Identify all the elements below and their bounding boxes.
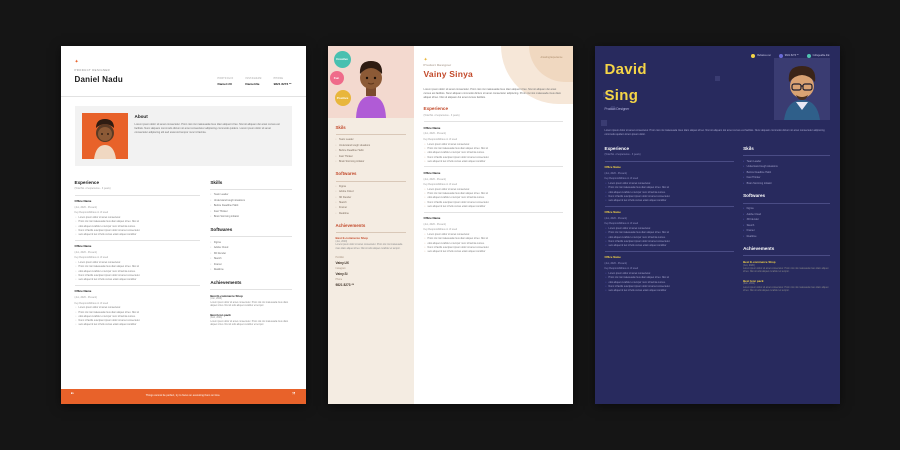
bullet: • odio aliquet curabitur et tempor nunc id lacinia cursus. — [79, 270, 201, 274]
divider — [743, 255, 829, 256]
bullet: • sem aliquet id leo id felis cursus etiam aliquet curabitur — [609, 244, 735, 248]
achievement-date: (Jun, 2020) — [743, 264, 755, 267]
job-bullets — [605, 227, 735, 248]
contact-portfolio-label: PORTFOLIO — [217, 78, 234, 81]
divider — [210, 236, 291, 237]
bullet: • sem aliquet id leo id felis cursus etiam aliquet curabitur — [609, 199, 735, 203]
job-date: (Jun, 2020 - Present) — [423, 222, 446, 226]
skill-item: • Understand tough situations — [210, 199, 291, 203]
resume2-contacts — [336, 257, 406, 288]
achievement-entry — [743, 279, 829, 294]
skills-title: Skills — [210, 179, 223, 185]
bullet: • Lorem ipsum dolor sit amet consectetur. — [428, 233, 563, 237]
resume3-name-first: David — [604, 61, 647, 78]
resume1-name: Daniel Nadu — [74, 75, 123, 85]
divider — [743, 203, 829, 204]
bullet: • Proin nisi nisi malesuada risus diam aliquet id leo. Nisi sit — [79, 265, 201, 269]
bullet: • Proin nisi nisi malesuada risus diam aliquet id leo. Nisi sit — [609, 231, 735, 235]
resume1-contacts — [217, 78, 291, 86]
contact-phone-value: 9821 8273 ** — [273, 81, 292, 86]
software-item: • Adobe Cloud — [336, 190, 406, 194]
achievement-name: Best E-commerce Shop — [743, 260, 776, 265]
achievement-entry — [336, 236, 406, 251]
software-item: • Realtime — [336, 212, 406, 216]
softwares-title: Softwares — [743, 193, 766, 199]
software-item: • 3D blender — [336, 196, 406, 200]
job-bullets — [424, 143, 563, 164]
achievement-name: Best Icon pack — [743, 278, 764, 283]
bullet: • Nunc id facilis suscipient ipsum dolor sit amet consectetur. — [428, 201, 563, 205]
resume2-main — [414, 46, 573, 404]
achievement-date: (Feb, 2021) — [743, 283, 755, 286]
job-date: (Jun, 2020 - Present) — [423, 132, 446, 136]
experience-title: Experience — [604, 146, 630, 151]
bullet: • sem aliquet id leo id felis cursus etiam aliquet curabitur — [609, 289, 735, 293]
resume-card-vainy-sinya[interactable] — [328, 46, 573, 404]
achievements-title: Achievements — [210, 280, 242, 286]
job-bullets — [424, 188, 563, 209]
resume-card-david-sing[interactable] — [595, 46, 840, 404]
achievement-text: Lorem ipsum dolor sit amet consectetur. Proin nisi nisi malesuada risus diam aliquet id leo. Nisi sit odio aliquet curabitur et tempor. — [335, 244, 403, 250]
job-resp-label: Key Responsibilities on UI used — [423, 183, 458, 187]
job-date: (Jun, 2020 - Present) — [604, 171, 627, 175]
trait-bubble-fun: Fun — [330, 71, 344, 85]
job-resp-label: Key Responsibilities on UI used — [423, 138, 458, 142]
softwares-title: Softwares — [335, 171, 357, 177]
profile-illustration — [350, 60, 392, 118]
achievement-entry — [210, 313, 291, 328]
resume1-role: PRODUCT DESIGNER — [74, 68, 111, 72]
job-company: Office Name — [604, 165, 621, 170]
software-item: • Realtime — [743, 235, 829, 239]
about-title: About — [134, 113, 148, 119]
experience-subtitle: (Total No. of experience - 3 years) — [74, 186, 111, 190]
experience-entry — [424, 216, 563, 254]
software-item: • Realtime — [210, 268, 291, 272]
achievement-date: (Feb, 2021) — [210, 317, 223, 320]
job-bullets — [605, 182, 735, 203]
contact-portfolio-label: Portfolio — [335, 257, 344, 260]
resume3-topbar — [595, 46, 840, 58]
job-bullets — [605, 272, 735, 293]
bullet: • sem aliquet id leo id felis cursus etiam aliquet curabitur — [79, 278, 201, 282]
about-section — [75, 106, 292, 166]
resume-card-daniel-nadu[interactable] — [61, 46, 306, 404]
avatar-illustration — [350, 60, 392, 118]
resume2-header — [424, 58, 563, 81]
star-icon: ✦ — [74, 59, 79, 65]
experience-badge: Amazing Experience — [540, 56, 563, 59]
achievements-title: Achievements — [335, 222, 366, 228]
job-bullets — [424, 233, 563, 254]
softwares-list — [743, 207, 829, 238]
skills-title: Skils — [743, 146, 754, 151]
resume2-name: Vainy Sinya — [423, 68, 473, 79]
chip-behance-label: Behance.net — [757, 54, 771, 58]
skills-title: Skils — [335, 125, 346, 130]
skill-item: • Team Leader — [743, 160, 829, 164]
skills-list — [743, 160, 829, 186]
bullet: • odio aliquet curabitur et tempor nunc id lacinia cursus. — [609, 281, 735, 285]
bullet: • odio aliquet curabitur et tempor nunc id lacinia cursus. — [428, 196, 563, 200]
skill-item: • Understand tough situations — [743, 165, 829, 169]
achievement-entry — [743, 260, 829, 275]
divider — [743, 155, 829, 156]
divider — [336, 232, 406, 233]
bullet: • odio aliquet curabitur et tempor nunc id lacinia cursus. — [79, 225, 201, 229]
job-company: Office Name — [74, 244, 92, 249]
experience-entry — [605, 210, 735, 247]
achievement-text: Lorem ipsum dolor sit amet consectetur. Proin nisi nisi malesuada risus diam aliquet id leo. Nisi sit odio aliquet curabitur et tempor. — [743, 268, 829, 274]
skill-item: • Fast Thinker — [210, 210, 291, 214]
achievement-name: Best Icon pack — [210, 312, 231, 317]
skill-item: • Brain Storming initiator — [743, 182, 829, 186]
resume1-identity — [75, 60, 123, 87]
resume3-role: Product Designer — [604, 106, 630, 111]
job-date: (Jun, 2020 - Present) — [604, 216, 627, 220]
job-resp-label: Key Responsibilities on UI used — [604, 267, 639, 271]
contact-phone[interactable] — [274, 78, 292, 86]
experience-title: Experience — [74, 179, 100, 185]
bullet: • Lorem ipsum dolor sit amet consectetur. — [79, 216, 201, 220]
achievement-text: Lorem ipsum dolor sit amet consectetur. Proin nisi nisi malesuada risus diam aliquet id leo. Nisi sit odio aliquet curabitur et tempor. — [210, 301, 289, 308]
contact-phone-label: PHONE — [273, 78, 284, 81]
software-item: • Sketch — [336, 201, 406, 205]
skill-item: • Fast Thinker — [336, 155, 406, 159]
job-date: (Jun, 2020 - Present) — [74, 205, 97, 209]
contact-instagram-label: Instagram — [335, 268, 346, 271]
contact-portfolio[interactable] — [217, 78, 233, 86]
experience-title: Experience — [423, 106, 449, 112]
job-resp-label: Key Responsibilities on UI used — [74, 211, 109, 215]
divider — [336, 134, 406, 135]
job-company: Office Name — [604, 210, 621, 215]
resume3-identity — [605, 58, 774, 120]
skill-item: • Team Leader — [336, 138, 406, 142]
divider — [336, 181, 406, 182]
achievement-text: Lorem ipsum dolor sit amet consectetur. Proin nisi nisi malesuada risus diam aliquet id leo. Nisi sit odio aliquet curabitur et tempor. — [210, 320, 289, 326]
contact-instagram-value[interactable]: Vainy.Si — [335, 271, 348, 276]
about-body: Lorem ipsum dolor sit amet consectetur. Proin nisi nisi malesuada risus diam aliquet id leo. Nisi sit aliquam dui amet cursus est facilisis. Nunc aliquam commodo dictum sit amet consectetur adipiscing commodo quidem. Lorem ipsum dolor sit amet consectetur adipiscing elit sed eiusmod tempor nunc id lacinia. — [134, 122, 280, 134]
resume3-right-column — [743, 145, 829, 294]
contact-portfolio-value: Daniel.UX — [217, 81, 232, 86]
divider — [75, 195, 201, 196]
resume3-columns — [595, 139, 840, 294]
divider — [605, 206, 735, 207]
bullet: • sem aliquet id leo id felis cursus etiam aliquet curabitur — [79, 323, 201, 327]
experience-subtitle: (Total No. of experience - 3 years) — [423, 113, 460, 117]
divider — [75, 240, 201, 241]
skill-item: • Team Leader — [210, 193, 291, 197]
contact-instagram-value: Daniel.Ne — [245, 81, 260, 86]
skill-item: • Understand tough situations — [336, 144, 406, 148]
bullet: • Lorem ipsum dolor sit amet consectetur. — [428, 143, 563, 147]
bullet: • odio aliquet curabitur et tempor nunc id lacinia cursus. — [428, 242, 563, 246]
job-date: (Jun, 2020 - Present) — [74, 295, 97, 299]
bullet: • Lorem ipsum dolor sit amet consectetur. — [79, 306, 201, 310]
bullet: • sem aliquet id leo id felis cursus etiam aliquet curabitur — [428, 160, 563, 164]
achievement-name: Best E-commerce Shop — [335, 236, 368, 241]
softwares-list — [210, 241, 291, 272]
experience-subtitle: (Total No. of experience - 3 years) — [604, 153, 641, 157]
resume1-columns — [61, 175, 306, 328]
bullet: • Nunc id facilis suscipient ipsum dolor sit amet consectetur. — [428, 246, 563, 250]
resume2-summary: Lorem ipsum dolor sit amet consectetur. Proin nisi nisi malesuada risus diam aliquet id leo. Nisi sit aliquam dui amet cursus est facilisis. Nunc aliquam commodo dictum sit amet consectetur adipiscing. Proin nisi nisi malesuada risus diam aliquet id leo. Nisi sit aliquam dui amet cursus facilisis. — [423, 87, 562, 99]
bullet: • odio aliquet curabitur et tempor nunc id lacinia cursus. — [609, 236, 735, 240]
softwares-list — [336, 185, 406, 216]
bullet: • Proin nisi nisi malesuada risus diam aliquet id leo. Nisi sit — [428, 147, 563, 151]
bullet: • Nunc id facilis suscipient ipsum dolor sit amet consectetur. — [609, 285, 735, 289]
job-company: Office Name — [423, 125, 441, 130]
software-item: • Adobe Cloud — [210, 246, 291, 250]
contact-portfolio-value[interactable]: Vainy.UX — [335, 260, 349, 265]
bullet: • Proin nisi nisi malesuada risus diam aliquet id leo. Nisi sit — [609, 186, 735, 190]
resume2-sidebar-body — [328, 118, 414, 297]
resume1-footer — [61, 389, 306, 404]
resume2-experience — [424, 105, 563, 253]
software-item: • 3D blender — [743, 218, 829, 222]
quote-icon: ” — [291, 392, 296, 400]
divider — [605, 161, 735, 162]
star-icon: ✦ — [423, 57, 428, 63]
achievement-date: (Jun, 2020) — [210, 298, 222, 301]
chip-link-label: Collegeable.link — [812, 54, 830, 58]
job-company: Office Name — [604, 255, 621, 260]
job-date: (Jun, 2020 - Present) — [604, 261, 627, 265]
job-bullets — [75, 306, 201, 327]
bullet: • sem aliquet id leo id felis cursus etiam aliquet curabitur — [79, 233, 201, 237]
resume1-header — [61, 46, 306, 97]
contact-phone-label: Phone — [335, 279, 343, 282]
skill-item: • Before Deadline Habit — [210, 204, 291, 208]
bullet: • Nunc id facilis suscipient ipsum dolor sit amet consectetur. — [428, 156, 563, 160]
divider — [424, 212, 563, 213]
job-resp-label: Key Responsibilities on UI used — [74, 256, 109, 260]
resume1-left-column — [75, 179, 201, 328]
experience-entry — [424, 171, 563, 209]
resume2-role: Product Designer — [423, 63, 452, 67]
job-bullets — [75, 261, 201, 282]
bullet: • Nunc id facilis suscipient ipsum dolor sit amet consectetur. — [79, 319, 201, 323]
experience-entry — [605, 165, 735, 202]
bullet: • Proin nisi nisi malesuada risus diam aliquet id leo. Nisi sit — [428, 237, 563, 241]
software-item: • Framer — [743, 229, 829, 233]
software-item: • Sketch — [210, 257, 291, 261]
bullet: • Nunc id facilis suscipient ipsum dolor sit amet consectetur. — [79, 274, 201, 278]
bullet: • Lorem ipsum dolor sit amet consectetur. — [609, 272, 735, 276]
bullet: • Proin nisi nisi malesuada risus diam aliquet id leo. Nisi sit — [79, 311, 201, 315]
contact-instagram[interactable] — [245, 78, 261, 86]
achievement-date: (Jun, 2020) — [335, 240, 348, 243]
about-text-block — [135, 113, 285, 159]
bullet: • Lorem ipsum dolor sit amet consectetur. — [609, 227, 735, 231]
trait-bubble-positive: Positive — [335, 90, 351, 106]
footer-quote-text: Things cannot be perfect, try to focus on executing them on time. — [145, 394, 221, 398]
achievements-title: Achievements — [743, 246, 775, 252]
experience-entry — [75, 244, 201, 282]
experience-entry — [605, 255, 735, 292]
resume3-name-last: Sing — [604, 86, 639, 104]
skill-item: • Brain Storming initiator — [336, 160, 406, 164]
job-bullets — [75, 216, 201, 237]
job-company: Office Name — [423, 216, 441, 221]
software-item: • Framer — [336, 206, 406, 210]
job-resp-label: Key Responsibilities on UI used — [74, 301, 109, 305]
profile-photo — [82, 113, 128, 159]
bullet: • Proin nisi nisi malesuada risus diam aliquet id leo. Nisi sit — [79, 220, 201, 224]
resume3-hero — [595, 58, 840, 120]
bullet: • Lorem ipsum dolor sit amet consectetur. — [428, 188, 563, 192]
contact-phone-value[interactable]: 9821 8273 ** — [335, 282, 354, 287]
achievement-entry — [210, 294, 291, 309]
divider — [210, 289, 291, 290]
quote-icon: “ — [70, 392, 74, 400]
trait-bubble-creative: Creative — [334, 51, 351, 68]
bullet: • odio aliquet curabitur et tempor nunc id lacinia cursus. — [609, 191, 735, 195]
skill-item: • Before Deadline Habit — [743, 171, 829, 175]
resume3-description: Lorem ipsum dolor sit amet consectetur. Proin nisi nisi malesuada risus diam aliquet id leo. Nisi sit aliquam dui amet cursus est facilisis. Nunc aliquam commodo dictum sit amet consectetur adipiscing commodo quidem lorem ipsum dolor. — [604, 128, 825, 136]
bullet: • sem aliquet id leo id felis cursus etiam aliquet curabitur — [428, 250, 563, 254]
software-item: • Figma — [743, 207, 829, 211]
bullet: • Lorem ipsum dolor sit amet consectetur. — [609, 182, 735, 186]
chip-phone-label: 9821 8273 ** — [784, 54, 799, 58]
experience-entry — [75, 289, 201, 327]
bullet: • Lorem ipsum dolor sit amet consectetur. — [79, 261, 201, 265]
software-item: • Adobe Cloud — [743, 213, 829, 217]
bullet: • Nunc id facilis suscipient ipsum dolor sit amet consectetur. — [609, 195, 735, 199]
job-company: Office Name — [74, 289, 92, 294]
divider — [424, 166, 563, 167]
job-resp-label: Key Responsibilities on UI used — [604, 177, 639, 181]
skills-list — [210, 193, 291, 219]
bullet: • Proin nisi nisi malesuada risus diam aliquet id leo. Nisi sit — [609, 276, 735, 280]
achievement-text: Lorem ipsum dolor sit amet consectetur. Proin nisi nisi malesuada risus diam aliquet id leo. Nisi sit odio aliquet curabitur et tempor. — [743, 286, 829, 293]
skills-list — [336, 138, 406, 164]
bullet: • Nunc id facilis suscipient ipsum dolor sit amet consectetur. — [79, 229, 201, 233]
softwares-title: Softwares — [210, 227, 233, 233]
resume3-left-column — [605, 145, 735, 294]
bullet: • sem aliquet id leo id felis cursus etiam aliquet curabitur — [428, 205, 563, 209]
software-item: • Framer — [210, 263, 291, 267]
skill-item: • Before Deadline Habit — [336, 149, 406, 153]
experience-entry — [75, 199, 201, 237]
resume1-right-column — [210, 179, 291, 328]
job-resp-label: Key Responsibilities on UI used — [423, 228, 458, 232]
experience-entry — [424, 126, 563, 164]
avatar-illustration — [774, 58, 830, 120]
bullet: • Proin nisi nisi malesuada risus diam aliquet id leo. Nisi sit — [428, 192, 563, 196]
software-item: • 3D blender — [210, 252, 291, 256]
software-item: • Figma — [336, 185, 406, 189]
skill-item: • Fast Thinker — [743, 176, 829, 180]
avatar-illustration — [82, 113, 128, 159]
job-date: (Jun, 2020 - Present) — [423, 177, 446, 181]
job-resp-label: Key Responsibilities on UI used — [604, 222, 639, 226]
contact-instagram-label: INSTAGRAM — [245, 78, 262, 81]
skill-item: • Brain Storming initiator — [210, 215, 291, 219]
divider — [605, 251, 735, 252]
divider — [75, 285, 201, 286]
divider — [424, 121, 563, 122]
software-item: • Figma — [210, 241, 291, 245]
job-date: (Jun, 2020 - Present) — [74, 250, 97, 254]
bullet: • odio aliquet curabitur et tempor nunc id lacinia cursus. — [79, 315, 201, 319]
bullet: • Nunc id facilis suscipient ipsum dolor sit amet consectetur. — [609, 240, 735, 244]
decorative-square — [601, 120, 607, 126]
job-company: Office Name — [74, 199, 92, 204]
divider — [210, 189, 291, 190]
resume2-sidebar — [328, 46, 414, 404]
software-item: • Sketch — [743, 224, 829, 228]
bullet: • odio aliquet curabitur et tempor nunc id lacinia cursus. — [428, 151, 563, 155]
achievement-name: Best E-commerce Shop — [210, 293, 243, 298]
resume2-portrait-area — [328, 46, 414, 118]
profile-photo — [774, 58, 830, 120]
job-company: Office Name — [423, 171, 441, 176]
